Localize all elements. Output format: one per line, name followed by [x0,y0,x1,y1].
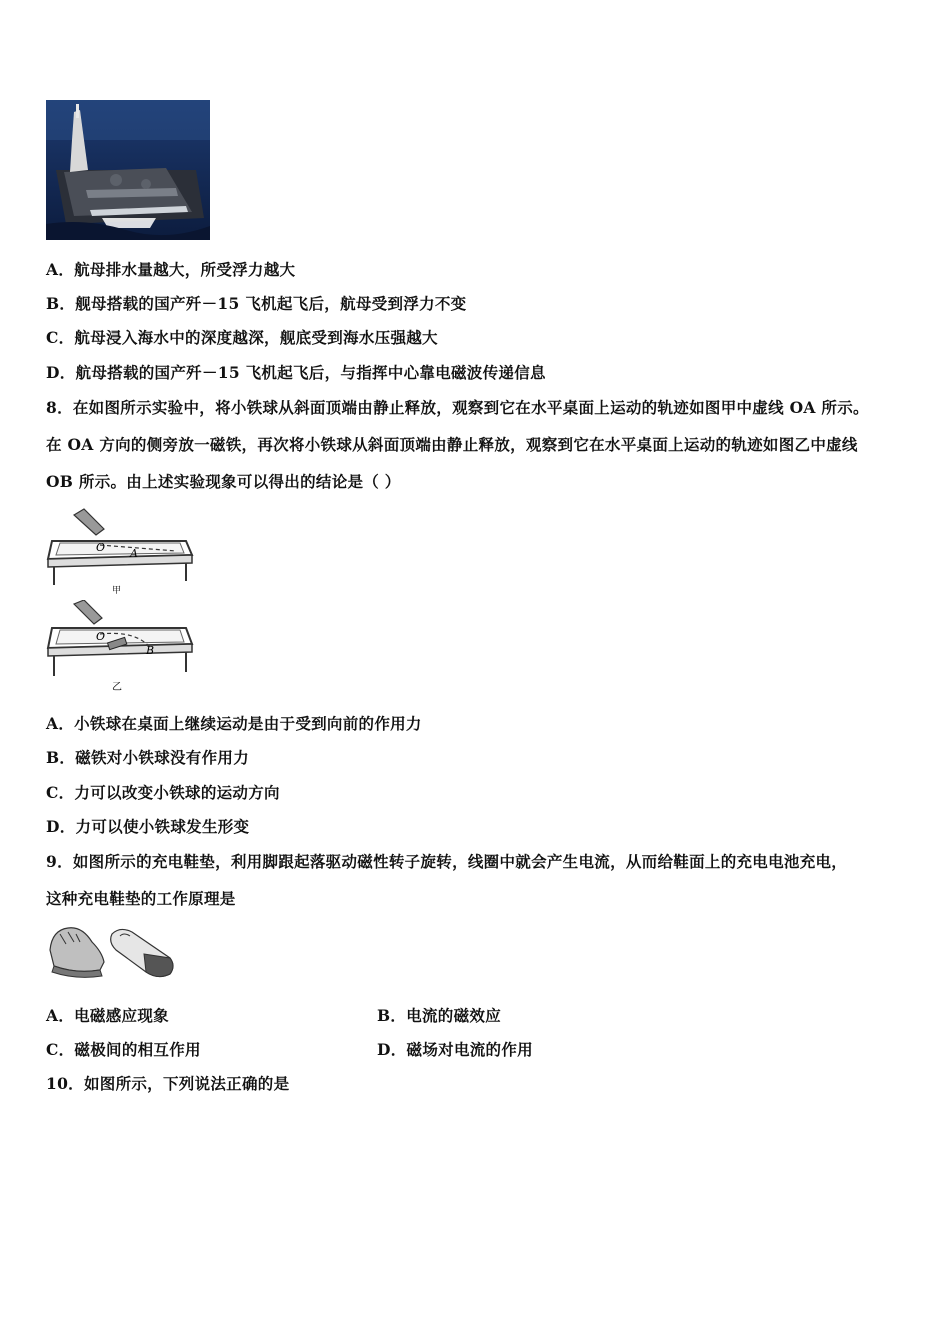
q7-option-a: A．航母排水量越大，所受浮力越大 [46,260,296,279]
q10-stem: 10．如图所示，下列说法正确的是 [46,1074,290,1093]
q7-option-d: D．航母搭载的国产歼－15 飞机起飞后，与指挥中心靠电磁波传递信息 [46,363,546,382]
q9-option-b: B．电流的磁效应 [377,1006,502,1025]
q8-stem-line-3: OB 所示。由上述实验现象可以得出的结论是（ ） [46,472,401,491]
q8-stem-line-1: 8．在如图所示实验中，将小铁球从斜面顶端由静止释放，观察到它在水平桌面上运动的轨迹如图甲中虚线 OA 所示。 [46,398,869,417]
q9-option-d: D．磁场对电流的作用 [377,1040,533,1059]
q9-stem-line-1: 9．如图所示的充电鞋垫，利用脚跟起落驱动磁性转子旋转，线圈中就会产生电流，从而给鞋面上的充电电池充电， [46,852,848,871]
table-figure-b [46,600,196,695]
q8-option-c: C．力可以改变小铁球的运动方向 [46,783,280,802]
charging-insole-figure [46,920,178,982]
caption-yi: 乙 [112,682,122,693]
label-o-a: O [96,541,106,554]
q9-option-a: A．电磁感应现象 [46,1006,169,1025]
q9-stem-line-2: 这种充电鞋垫的工作原理是 [46,889,236,908]
q8-option-a: A．小铁球在桌面上继续运动是由于受到向前的作用力 [46,714,422,733]
q7-option-b: B．舰母搭载的国产歼－15 飞机起飞后，航母受到浮力不变 [46,294,467,313]
label-b: B [146,644,155,657]
label-o-b: O [96,630,106,643]
q7-option-c: C．航母浸入海水中的深度越深，舰底受到海水压强越大 [46,328,438,347]
q8-option-b: B．磁铁对小铁球没有作用力 [46,748,250,767]
caption-jia: 甲 [112,586,122,595]
label-a: A [130,547,138,560]
q8-option-d: D．力可以使小铁球发生形变 [46,817,250,836]
aircraft-carrier-photo [46,100,210,240]
table-figure-a [46,505,196,595]
q9-option-c: C．磁极间的相互作用 [46,1040,201,1059]
q8-stem-line-2: 在 OA 方向的侧旁放一磁铁，再次将小铁球从斜面顶端由静止释放，观察到它在水平桌面上运动的轨迹如图乙中虚线 [46,435,858,454]
